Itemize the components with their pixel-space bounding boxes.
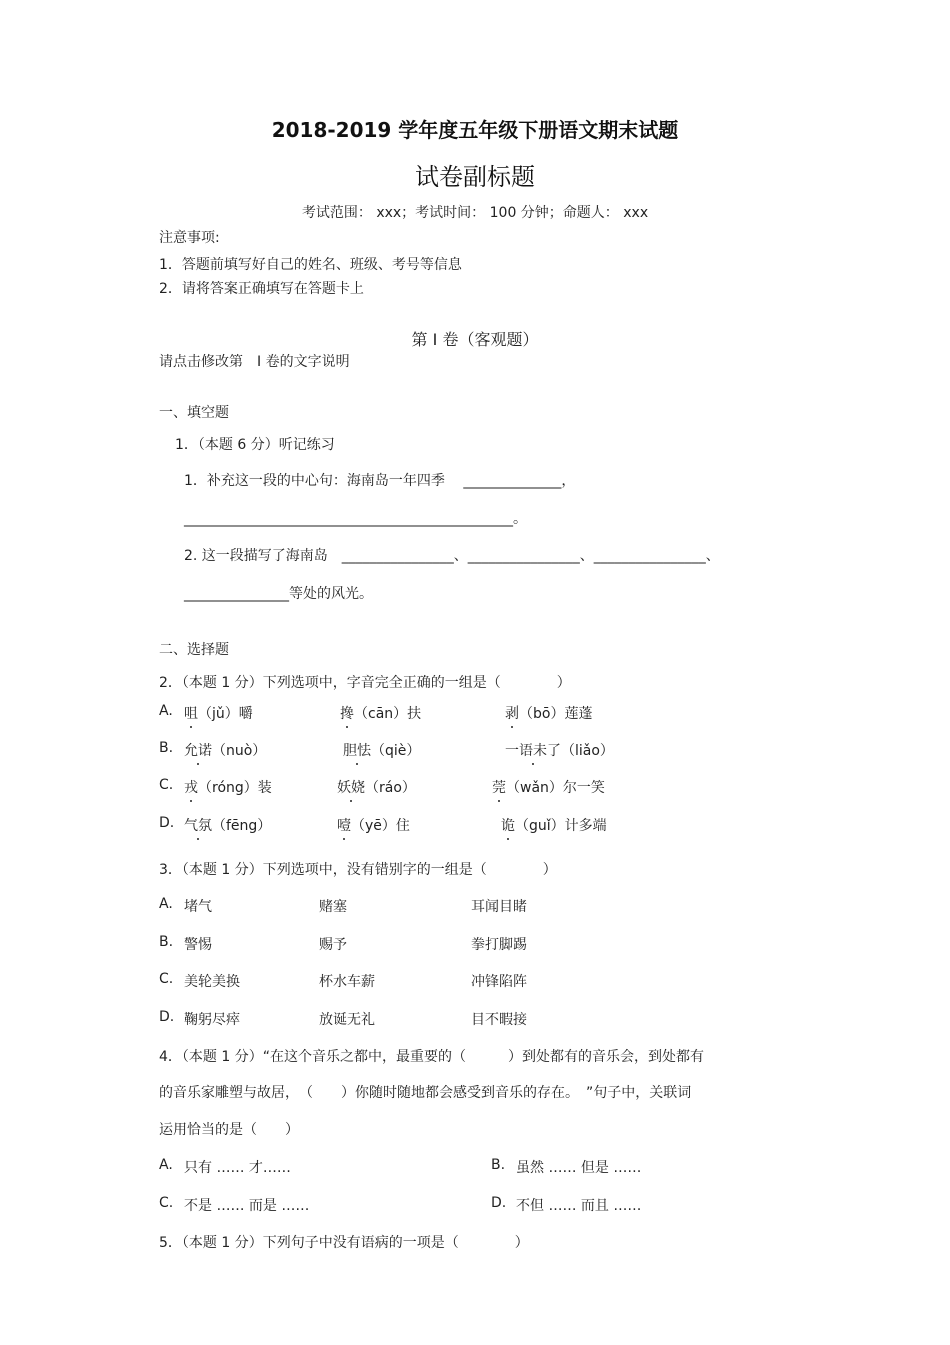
q4-stem-line2: 的音乐家雕塑与故居， （ ）你随时随地都会感受到音乐的存在。 ”句子中，关联词 xyxy=(159,1085,692,1101)
highlighted-char: 一语未了 xyxy=(505,740,561,760)
option-label: B. xyxy=(491,1157,506,1173)
option-text: 冲锋陷阵 xyxy=(471,974,527,990)
pinyin: （guǐ）计多端 xyxy=(515,818,607,834)
highlighted-char: 噎 xyxy=(337,815,351,835)
pinyin: （nuò） xyxy=(212,743,267,759)
volume-description: 请点击修改第 I 卷的文字说明 xyxy=(159,354,350,370)
option-label: A. xyxy=(159,1157,173,1173)
q1-sub2-line1: 2. 这一段描写了海南岛 ________________、________________、________________、 xyxy=(184,548,720,564)
notes-heading: 注意事项: xyxy=(159,230,220,246)
option-text: 目不暇接 xyxy=(471,1012,527,1028)
highlighted-char: 允诺 xyxy=(184,740,212,760)
notes-item: 1．答题前填写好自己的姓名、班级、考号等信息 xyxy=(159,257,462,273)
highlighted-char: 莞 xyxy=(492,777,506,797)
pinyin: （bō）莲蓬 xyxy=(519,706,593,722)
option-text: 只有 …… 才…… xyxy=(184,1160,291,1176)
highlighted-char: 剥 xyxy=(505,703,519,723)
q4-stem-line1: 4．（本题 1 分）“在这个音乐之都中，最重要的（ ）到处都有的音乐会，到处都有 xyxy=(159,1049,704,1065)
option-text: 放诞无礼 xyxy=(319,1012,375,1028)
option-text: 杯水车薪 xyxy=(319,974,375,990)
option-label: D. xyxy=(159,815,175,831)
option-text: 虽然 …… 但是 …… xyxy=(516,1160,642,1176)
q1-sub1-line1: 1．补充这一段的中心句：海南岛一年四季 ______________， xyxy=(184,473,576,489)
q2-stem: 2．（本题 1 分）下列选项中，字音完全正确的一组是（ ） xyxy=(159,675,571,691)
highlighted-char: 搀 xyxy=(340,703,354,723)
highlighted-char: 气氛 xyxy=(184,815,212,835)
pinyin: （wǎn）尔一笑 xyxy=(506,780,605,796)
part1-heading: 一、填空题 xyxy=(159,405,229,421)
pinyin: （jǔ）嚼 xyxy=(198,706,253,722)
highlighted-char: 诡 xyxy=(501,815,515,835)
pinyin: （cān）扶 xyxy=(354,706,422,722)
highlighted-char: 胆怯 xyxy=(343,740,371,760)
option-text: 美轮美换 xyxy=(184,974,240,990)
highlighted-char: 妖娆 xyxy=(337,777,365,797)
notes-item: 2．请将答案正确填写在答题卡上 xyxy=(159,281,364,297)
pinyin: （róng）装 xyxy=(198,780,272,796)
exam-title: 2018-2019 学年度五年级下册语文期末试题 xyxy=(271,118,679,142)
pinyin: （yē）住 xyxy=(351,818,410,834)
option-label: A. xyxy=(159,703,173,719)
option-label: B. xyxy=(159,934,174,950)
option-label: D. xyxy=(159,1009,175,1025)
option-label: D. xyxy=(491,1195,507,1211)
q1-sub2-line2: _______________等处的风光。 xyxy=(184,586,373,602)
pinyin: （liǎo） xyxy=(561,743,614,759)
option-label: C. xyxy=(159,777,174,793)
option-text: 拳打脚踢 xyxy=(471,937,527,953)
q1-sub1-line2: _______________________________________________。 xyxy=(184,511,527,527)
option-text: 堵气 xyxy=(184,899,212,915)
q3-stem: 3．（本题 1 分）下列选项中，没有错别字的一组是（ ） xyxy=(159,862,557,878)
option-text: 鞠躬尽瘁 xyxy=(184,1012,240,1028)
pinyin: （ráo） xyxy=(365,780,416,796)
q4-stem-line3: 运用恰当的是（ ） xyxy=(159,1122,299,1138)
option-text: 赐予 xyxy=(319,937,347,953)
option-text: 不是 …… 而是 …… xyxy=(184,1198,310,1214)
option-label: C. xyxy=(159,1195,174,1211)
option-text: 不但 …… 而且 …… xyxy=(516,1198,642,1214)
part2-heading: 二、选择题 xyxy=(159,642,229,658)
q1-stem: 1．（本题 6 分）听记练习 xyxy=(175,437,335,453)
option-label: C. xyxy=(159,971,174,987)
option-text: 警惕 xyxy=(184,937,212,953)
highlighted-char: 戎 xyxy=(184,777,198,797)
volume-title: 第 I 卷（客观题） xyxy=(411,330,539,349)
pinyin: （qiè） xyxy=(371,743,421,759)
exam-meta: 考试范围： xxx；考试时间： 100 分钟；命题人： xxx xyxy=(301,205,649,221)
option-text: 耳闻目睹 xyxy=(471,899,527,915)
exam-subtitle: 试卷副标题 xyxy=(415,163,535,191)
option-label: A. xyxy=(159,896,173,912)
pinyin: （fēng） xyxy=(212,818,272,834)
q5-stem: 5．（本题 1 分）下列句子中没有语病的一项是（ ） xyxy=(159,1235,529,1251)
highlighted-char: 咀 xyxy=(184,703,198,723)
option-label: B. xyxy=(159,740,174,756)
option-text: 赌塞 xyxy=(319,899,347,915)
